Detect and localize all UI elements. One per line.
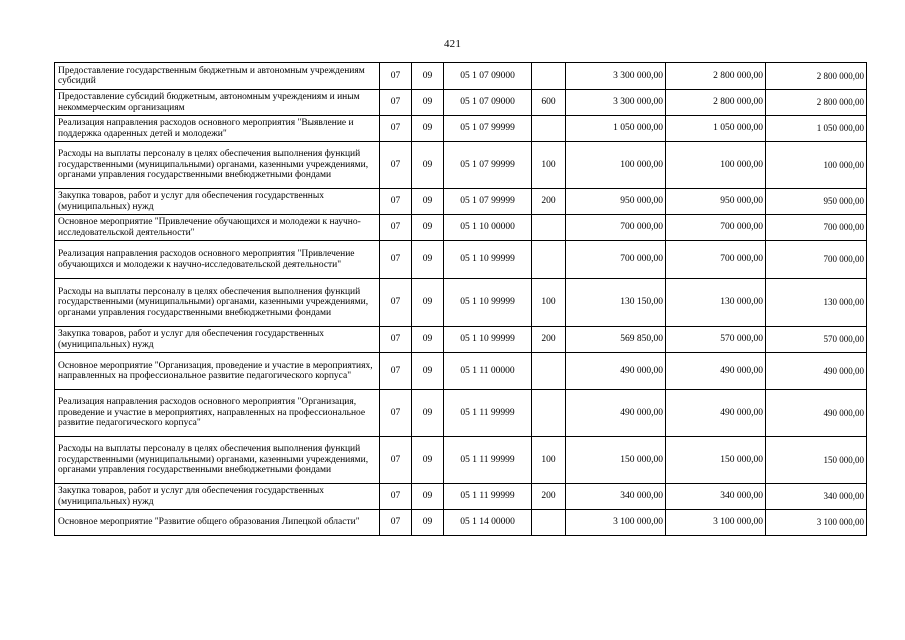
- table-row: [55, 116, 867, 142]
- table-row: [55, 241, 867, 279]
- cell-amount-2: 700 000,00: [666, 215, 766, 241]
- cell-amount-2: 570 000,00: [666, 327, 766, 353]
- table-row: [55, 90, 867, 116]
- cell-target-article: 05 1 11 99999: [444, 484, 532, 510]
- cell-section: 07: [380, 390, 412, 437]
- table-row: [55, 327, 867, 353]
- table-row: [55, 390, 867, 437]
- cell-target-article: 05 1 14 00000: [444, 510, 532, 536]
- cell-expense-type: [532, 63, 566, 90]
- cell-name: Реализация направления расходов основного мероприятия "Организация, проведение и участие в мероприятиях, направленных на профессиональное развитие педагогического корпуса": [55, 390, 380, 437]
- cell-amount-1: 1 050 000,00: [566, 116, 666, 142]
- cell-section: 07: [380, 353, 412, 390]
- cell-subsection: 09: [412, 63, 444, 90]
- cell-target-article: 05 1 07 99999: [444, 142, 532, 189]
- cell-amount-3: 700 000,00: [766, 215, 867, 241]
- cell-amount-1: 700 000,00: [566, 215, 666, 241]
- table-row: [55, 63, 867, 90]
- cell-section: 07: [380, 327, 412, 353]
- cell-expense-type: [532, 390, 566, 437]
- cell-amount-3: 3 100 000,00: [766, 510, 867, 536]
- cell-name: Закупка товаров, работ и услуг для обеспечения государственных (муниципальных) нужд: [55, 484, 380, 510]
- cell-target-article: 05 1 11 00000: [444, 353, 532, 390]
- cell-name: Расходы на выплаты персоналу в целях обеспечения выполнения функций государственными (муниципальными) органами, казенными учреждениями, органами управления государственными внебюджетными фондами: [55, 437, 380, 484]
- cell-section: 07: [380, 63, 412, 90]
- cell-target-article: 05 1 11 99999: [444, 437, 532, 484]
- cell-expense-type: 200: [532, 327, 566, 353]
- cell-subsection: 09: [412, 390, 444, 437]
- cell-name: Закупка товаров, работ и услуг для обеспечения государственных (муниципальных) нужд: [55, 327, 380, 353]
- cell-amount-3: 2 800 000,00: [766, 63, 867, 90]
- cell-section: 07: [380, 437, 412, 484]
- cell-name: Закупка товаров, работ и услуг для обеспечения государственных (муниципальных) нужд: [55, 189, 380, 215]
- cell-amount-1: 130 150,00: [566, 279, 666, 327]
- cell-amount-3: 100 000,00: [766, 142, 867, 189]
- cell-subsection: 09: [412, 437, 444, 484]
- cell-section: 07: [380, 142, 412, 189]
- cell-name: Расходы на выплаты персоналу в целях обеспечения выполнения функций государственными (муниципальными) органами, казенными учреждениями, органами управления государственными внебюджетными фондами: [55, 142, 380, 189]
- cell-amount-1: 3 300 000,00: [566, 63, 666, 90]
- cell-name: Основное мероприятие "Организация, проведение и участие в мероприятиях, направленных на профессиональное развитие педагогического корпуса": [55, 353, 380, 390]
- cell-name: Предоставление государственным бюджетным и автономным учреждениям субсидий: [55, 63, 380, 90]
- cell-expense-type: 200: [532, 484, 566, 510]
- page-number: 421: [443, 38, 462, 50]
- cell-amount-3: 1 050 000,00: [766, 116, 867, 142]
- cell-amount-3: 130 000,00: [766, 279, 867, 327]
- cell-section: 07: [380, 510, 412, 536]
- cell-target-article: 05 1 10 99999: [444, 327, 532, 353]
- cell-amount-1: 950 000,00: [566, 189, 666, 215]
- cell-expense-type: [532, 241, 566, 279]
- budget-table: [54, 62, 867, 536]
- cell-expense-type: [532, 510, 566, 536]
- table-row: [55, 142, 867, 189]
- cell-target-article: 05 1 11 99999: [444, 390, 532, 437]
- cell-amount-3: 150 000,00: [766, 437, 867, 484]
- cell-name: Реализация направления расходов основного мероприятия "Выявление и поддержка одаренных детей и молодежи": [55, 116, 380, 142]
- cell-amount-1: 700 000,00: [566, 241, 666, 279]
- cell-section: 07: [380, 189, 412, 215]
- cell-target-article: 05 1 07 09000: [444, 63, 532, 90]
- cell-amount-2: 2 800 000,00: [666, 90, 766, 116]
- cell-section: 07: [380, 90, 412, 116]
- cell-subsection: 09: [412, 116, 444, 142]
- table-row: [55, 437, 867, 484]
- cell-expense-type: 100: [532, 142, 566, 189]
- cell-expense-type: 100: [532, 279, 566, 327]
- cell-amount-3: 490 000,00: [766, 390, 867, 437]
- cell-amount-2: 490 000,00: [666, 353, 766, 390]
- cell-expense-type: [532, 116, 566, 142]
- cell-subsection: 09: [412, 90, 444, 116]
- cell-section: 07: [380, 279, 412, 327]
- cell-expense-type: [532, 215, 566, 241]
- cell-amount-1: 490 000,00: [566, 390, 666, 437]
- cell-subsection: 09: [412, 279, 444, 327]
- cell-amount-2: 2 800 000,00: [666, 63, 766, 90]
- cell-name: Предоставление субсидий бюджетным, автономным учреждениям и иным некоммерческим организациям: [55, 90, 380, 116]
- cell-amount-2: 150 000,00: [666, 437, 766, 484]
- cell-subsection: 09: [412, 484, 444, 510]
- cell-amount-3: 950 000,00: [766, 189, 867, 215]
- cell-amount-1: 569 850,00: [566, 327, 666, 353]
- table-row: [55, 215, 867, 241]
- cell-expense-type: 200: [532, 189, 566, 215]
- cell-amount-1: 3 100 000,00: [566, 510, 666, 536]
- cell-amount-2: 340 000,00: [666, 484, 766, 510]
- cell-amount-2: 3 100 000,00: [666, 510, 766, 536]
- cell-amount-3: 490 000,00: [766, 353, 867, 390]
- cell-amount-2: 1 050 000,00: [666, 116, 766, 142]
- cell-expense-type: [532, 353, 566, 390]
- cell-target-article: 05 1 10 00000: [444, 215, 532, 241]
- cell-section: 07: [380, 241, 412, 279]
- cell-amount-3: 2 800 000,00: [766, 90, 867, 116]
- cell-amount-3: 570 000,00: [766, 327, 867, 353]
- cell-subsection: 09: [412, 510, 444, 536]
- cell-target-article: 05 1 10 99999: [444, 241, 532, 279]
- table-row: [55, 189, 867, 215]
- cell-amount-3: 700 000,00: [766, 241, 867, 279]
- cell-name: Реализация направления расходов основного мероприятия "Привлечение обучающихся и молодежи к научно-исследовательской деятельности": [55, 241, 380, 279]
- cell-expense-type: 100: [532, 437, 566, 484]
- cell-name: Основное мероприятие "Развитие общего образования Липецкой области": [55, 510, 380, 536]
- table-row: [55, 279, 867, 327]
- cell-target-article: 05 1 07 99999: [444, 189, 532, 215]
- cell-subsection: 09: [412, 353, 444, 390]
- cell-section: 07: [380, 484, 412, 510]
- cell-amount-2: 130 000,00: [666, 279, 766, 327]
- cell-amount-2: 700 000,00: [666, 241, 766, 279]
- cell-subsection: 09: [412, 215, 444, 241]
- cell-amount-1: 340 000,00: [566, 484, 666, 510]
- cell-target-article: 05 1 07 99999: [444, 116, 532, 142]
- cell-amount-1: 490 000,00: [566, 353, 666, 390]
- table-row: [55, 484, 867, 510]
- cell-name: Основное мероприятие "Привлечение обучающихся и молодежи к научно-исследовательской деятельности": [55, 215, 380, 241]
- cell-amount-1: 100 000,00: [566, 142, 666, 189]
- cell-target-article: 05 1 10 99999: [444, 279, 532, 327]
- cell-amount-1: 150 000,00: [566, 437, 666, 484]
- cell-amount-2: 950 000,00: [666, 189, 766, 215]
- cell-amount-1: 3 300 000,00: [566, 90, 666, 116]
- cell-amount-3: 340 000,00: [766, 484, 867, 510]
- table-row: [55, 353, 867, 390]
- cell-amount-2: 490 000,00: [666, 390, 766, 437]
- table-row: [55, 510, 867, 536]
- cell-subsection: 09: [412, 327, 444, 353]
- cell-name: Расходы на выплаты персоналу в целях обеспечения выполнения функций государственными (муниципальными) органами, казенными учреждениями, органами управления государственными внебюджетными фондами: [55, 279, 380, 327]
- cell-amount-2: 100 000,00: [666, 142, 766, 189]
- cell-subsection: 09: [412, 142, 444, 189]
- cell-section: 07: [380, 116, 412, 142]
- cell-subsection: 09: [412, 189, 444, 215]
- cell-target-article: 05 1 07 09000: [444, 90, 532, 116]
- cell-expense-type: 600: [532, 90, 566, 116]
- cell-section: 07: [380, 215, 412, 241]
- cell-subsection: 09: [412, 241, 444, 279]
